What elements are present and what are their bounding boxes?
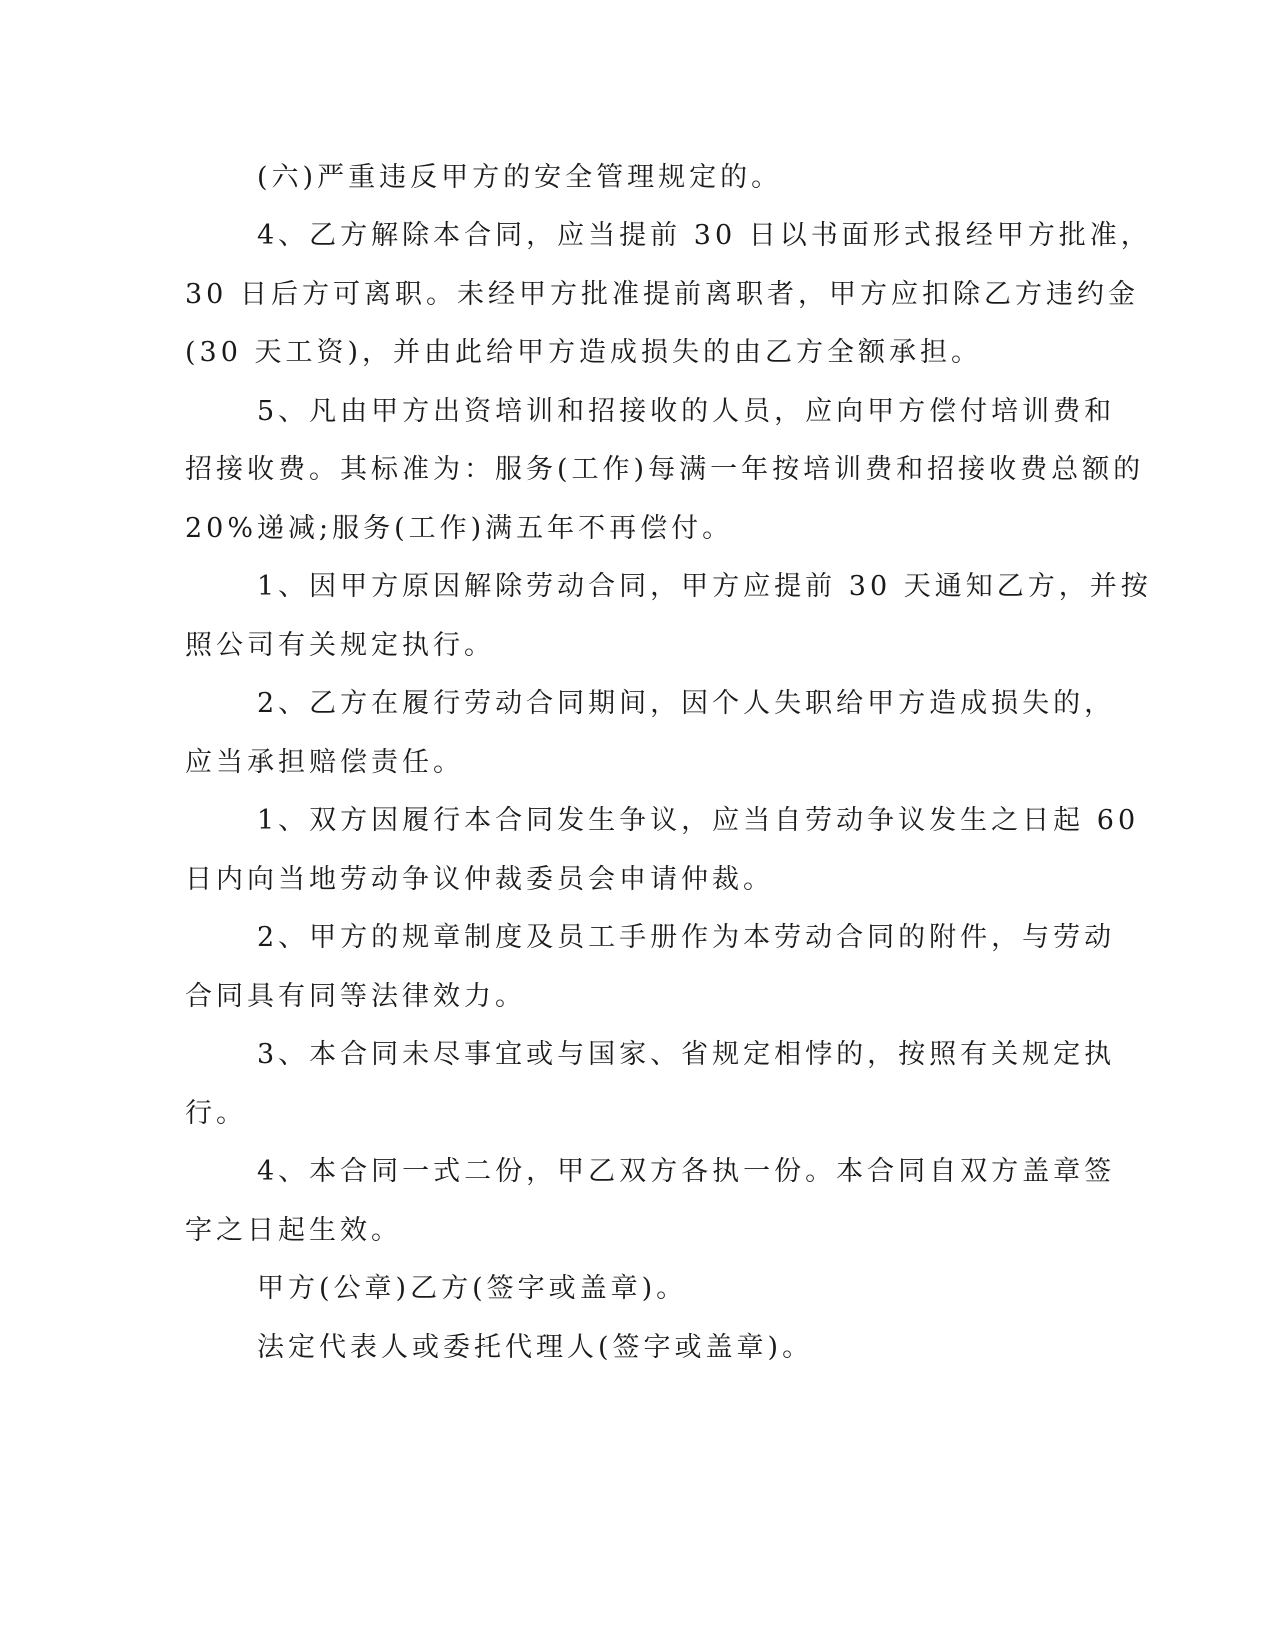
text-line: (30 天工资)，并由此给甲方造成损失的由乙方全额承担。 bbox=[185, 337, 983, 368]
text-line: 招接收费。其标准为：服务(工作)每满一年按培训费和招接收费总额的 bbox=[185, 454, 1145, 485]
signature-line-parties: 甲方(公章)乙方(签字或盖章)。 bbox=[257, 1273, 688, 1304]
text-line: 3、本合同未尽事宜或与国家、省规定相悖的，按照有关规定执 bbox=[257, 1039, 1116, 1070]
text-line: 合同具有同等法律效力。 bbox=[185, 981, 526, 1012]
text-line: 行。 bbox=[185, 1098, 247, 1129]
text-line: 4、乙方解除本合同，应当提前 30 日以书面形式报经甲方批准， bbox=[257, 220, 1152, 251]
text-line: 30 日后方可离职。未经甲方批准提前离职者，甲方应扣除乙方违约金 bbox=[185, 279, 1139, 310]
text-line: 照公司有关规定执行。 bbox=[185, 630, 495, 661]
text-line: 20%递减;服务(工作)满五年不再偿付。 bbox=[185, 513, 734, 544]
text-line: 5、凡由甲方出资培训和招接收的人员，应向甲方偿付培训费和 bbox=[257, 396, 1116, 427]
text-line: 1、因甲方原因解除劳动合同，甲方应提前 30 天通知乙方，并按 bbox=[257, 571, 1152, 602]
text-line: 2、甲方的规章制度及员工手册作为本劳动合同的附件，与劳动 bbox=[257, 922, 1116, 953]
text-line: 字之日起生效。 bbox=[185, 1215, 402, 1246]
text-line: 日内向当地劳动争议仲裁委员会申请仲裁。 bbox=[185, 864, 774, 895]
signature-line-representative: 法定代表人或委托代理人(签字或盖章)。 bbox=[257, 1332, 814, 1363]
text-line: 1、双方因履行本合同发生争议，应当自劳动争议发生之日起 60 bbox=[257, 805, 1140, 836]
text-line: (六)严重违反甲方的安全管理规定的。 bbox=[257, 162, 783, 193]
text-line: 应当承担赔偿责任。 bbox=[185, 747, 464, 778]
text-line: 2、乙方在履行劳动合同期间，因个人失职给甲方造成损失的， bbox=[257, 688, 1116, 719]
text-line: 4、本合同一式二份，甲乙双方各执一份。本合同自双方盖章签 bbox=[257, 1156, 1116, 1187]
